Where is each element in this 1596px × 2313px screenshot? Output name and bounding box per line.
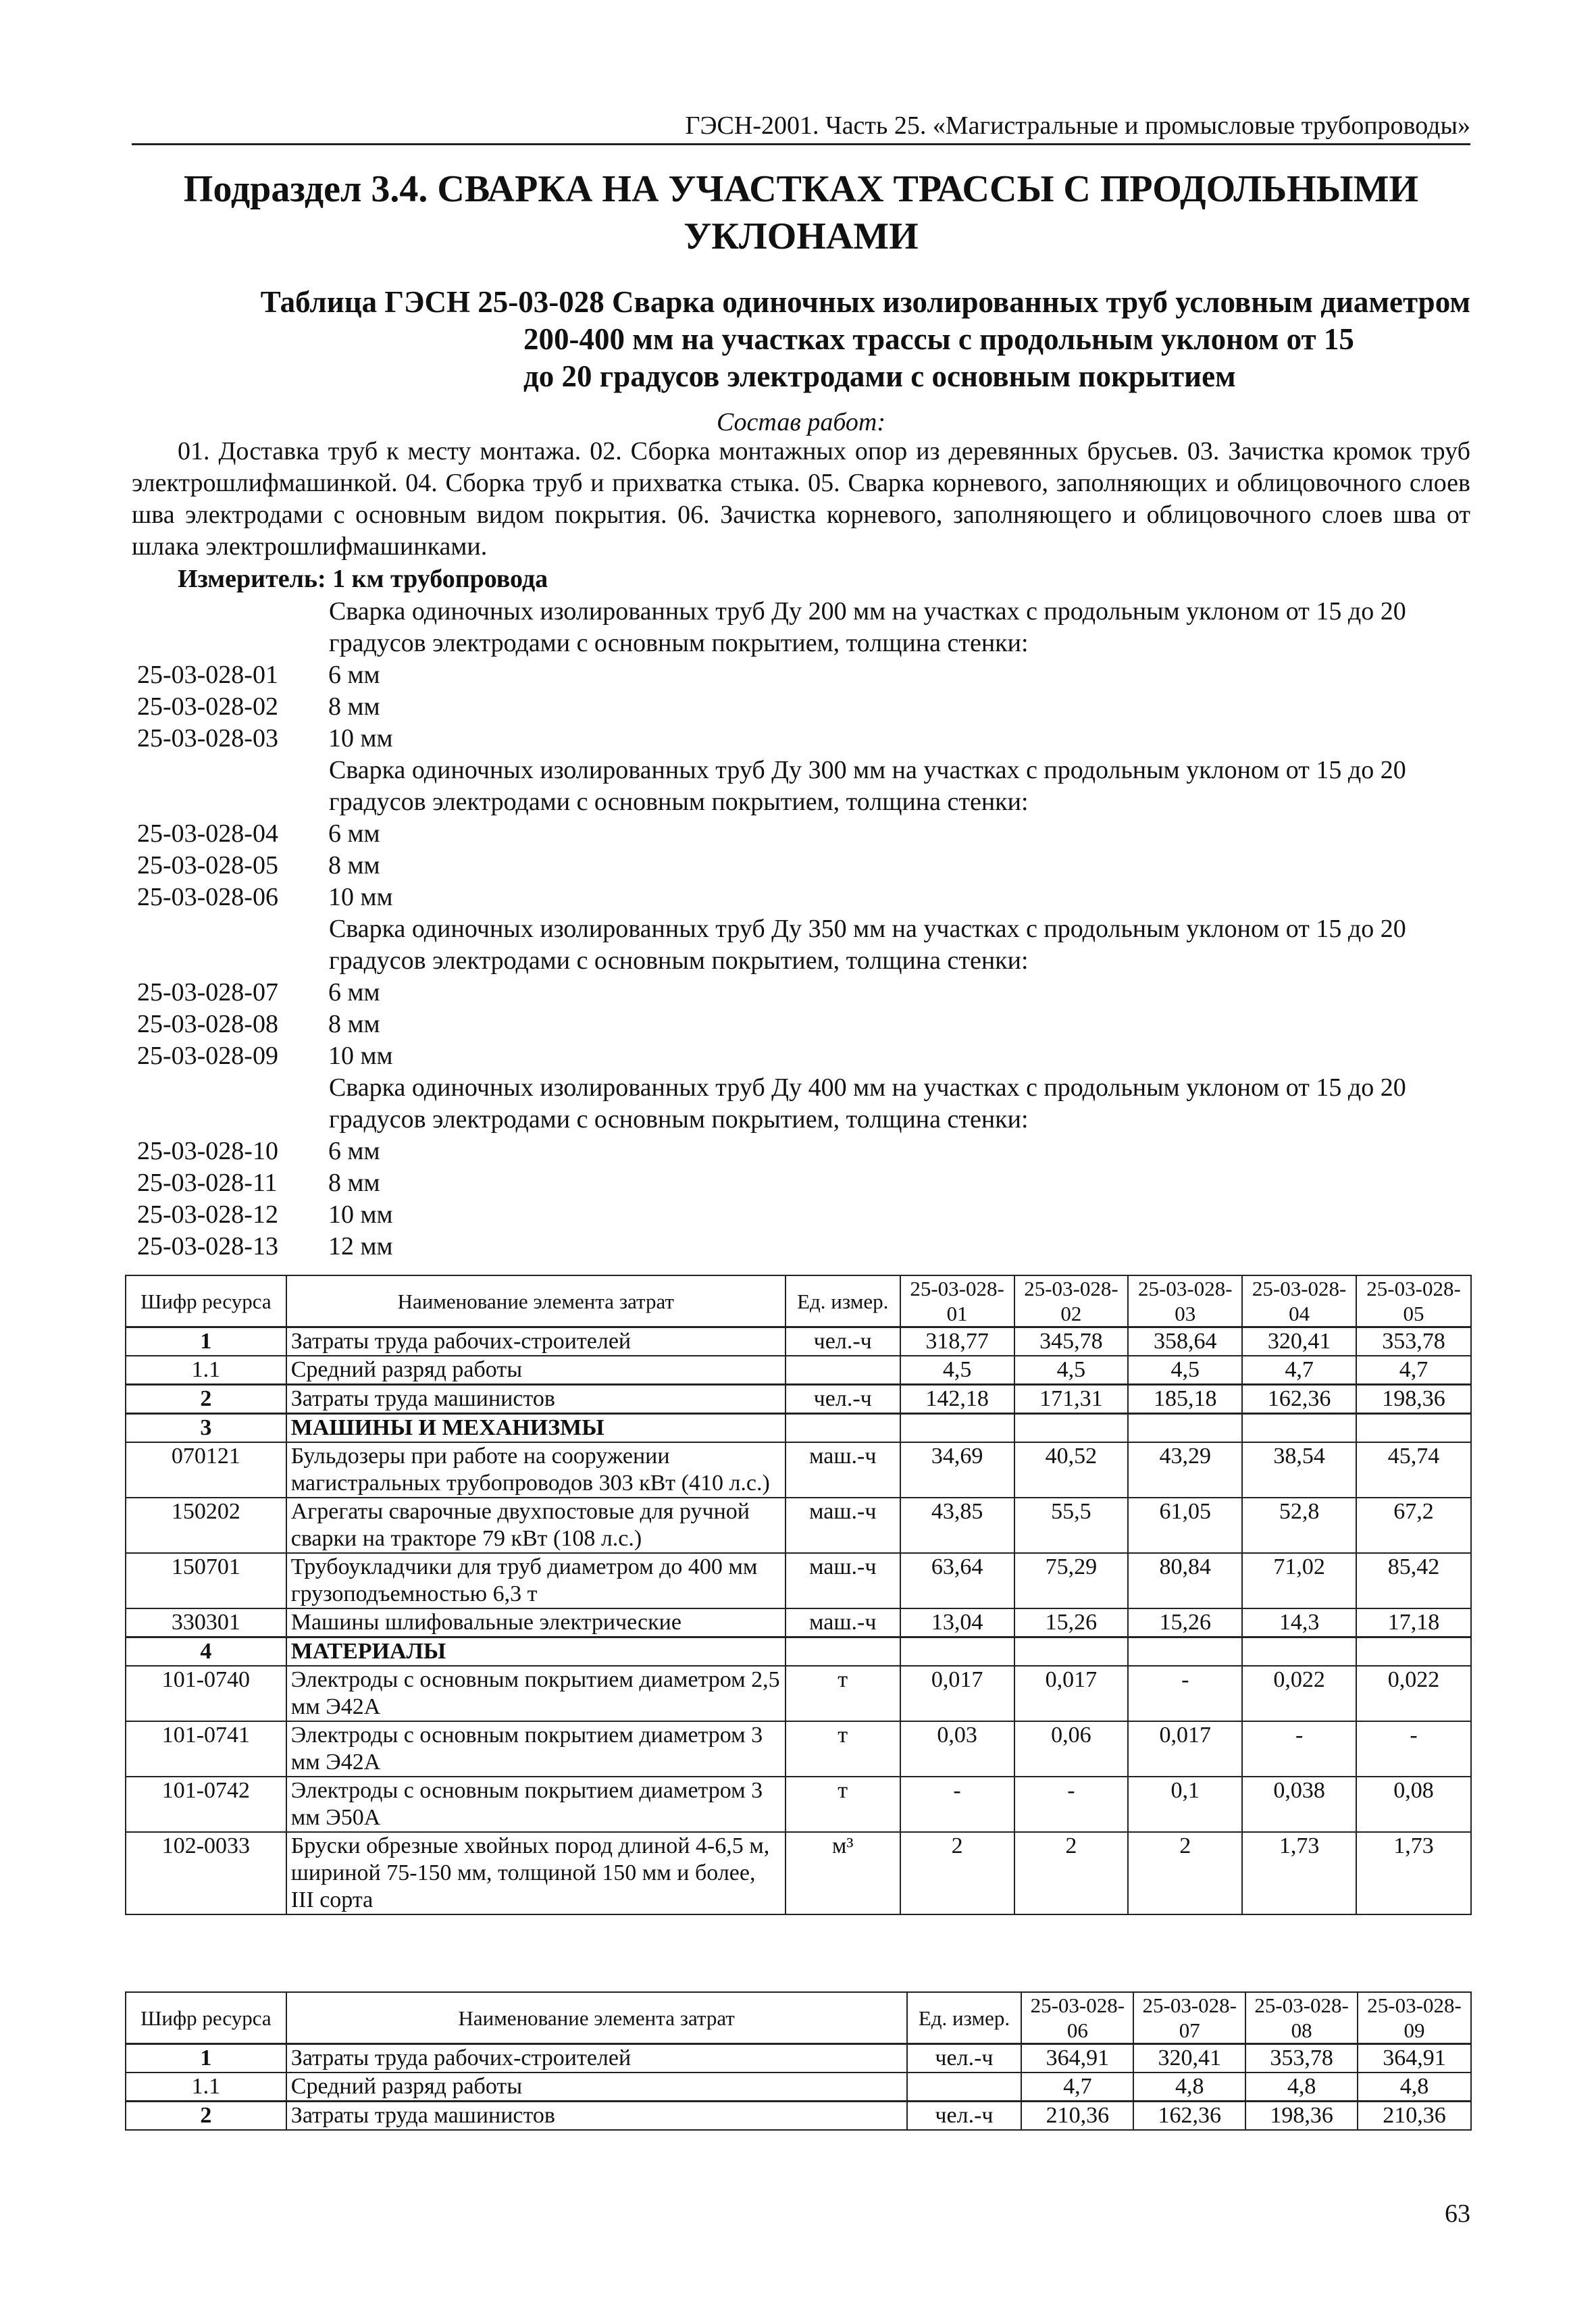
norm-value: 45,74 <box>1356 1442 1471 1498</box>
norm-code-row <box>137 882 393 913</box>
cost-element-name: Электроды с основным покрытием диаметром 3 мм Э42А <box>286 1721 786 1777</box>
norm-value: 0,017 <box>900 1666 1014 1721</box>
table-row <box>126 1721 1471 1777</box>
resource-code: 070121 <box>126 1442 286 1498</box>
unit <box>786 1356 900 1385</box>
norm-value: 67,2 <box>1356 1498 1471 1553</box>
unit <box>907 2073 1022 2102</box>
norm-value: 162,36 <box>1133 2102 1245 2131</box>
wall-thickness: 12 мм <box>328 1232 393 1261</box>
norm-value: 63,64 <box>900 1553 1014 1608</box>
norm-code: 25-03-028-02 <box>137 692 278 721</box>
unit: чел.-ч <box>786 1385 900 1414</box>
norm-value: 0,1 <box>1128 1777 1242 1832</box>
cost-element-name: Трубоукладчики для труб диаметром до 400 мм грузоподъемностью 6,3 т <box>286 1553 786 1608</box>
wall-thickness: 8 мм <box>328 1010 380 1038</box>
cost-element-name: Затраты труда рабочих-строителей <box>286 1327 786 1356</box>
cost-element-name: Средний разряд работы <box>286 2073 907 2102</box>
norm-value: 85,42 <box>1356 1553 1471 1608</box>
resource-code: 1 <box>126 1327 286 1356</box>
norm-code: 25-03-028-01 <box>137 661 278 689</box>
norm-value: 43,85 <box>900 1498 1014 1553</box>
header-norm-code: 25-03-028-01 <box>900 1275 1014 1327</box>
table-row <box>126 2073 1471 2102</box>
norm-value: 198,36 <box>1245 2102 1358 2131</box>
norm-value: 353,78 <box>1245 2044 1358 2073</box>
norm-value: 142,18 <box>900 1385 1014 1414</box>
resource-code: 101-0742 <box>126 1777 286 1832</box>
cost-element-name: Затраты труда рабочих-строителей <box>286 2044 907 2073</box>
header-norm-code: 25-03-028-07 <box>1133 1992 1245 2044</box>
header-norm-code: 25-03-028-06 <box>1021 1992 1133 2044</box>
norm-code-row <box>137 977 380 1009</box>
header-cost-element: Наименование элемента затрат <box>286 1275 786 1327</box>
norm-code: 25-03-028-06 <box>137 883 278 911</box>
norm-value <box>1128 1637 1242 1667</box>
norm-value: 318,77 <box>900 1327 1014 1356</box>
norm-value: 15,26 <box>1014 1608 1129 1637</box>
norm-code: 25-03-028-08 <box>137 1010 278 1038</box>
norm-value: 364,91 <box>1358 2044 1471 2073</box>
norm-code: 25-03-028-12 <box>137 1200 278 1229</box>
resource-code: 1 <box>126 2044 286 2073</box>
norm-code: 25-03-028-05 <box>137 851 278 880</box>
header-unit: Ед. измер. <box>786 1275 900 1327</box>
resource-code: 2 <box>126 2102 286 2131</box>
norm-value <box>900 1414 1014 1443</box>
cost-element-name: Агрегаты сварочные двухпостовые для ручной сварки на тракторе 79 кВт (108 л.с.) <box>286 1498 786 1553</box>
norm-value: 4,5 <box>900 1356 1014 1385</box>
norm-value: 353,78 <box>1356 1327 1471 1356</box>
norm-value: 198,36 <box>1356 1385 1471 1414</box>
unit: чел.-ч <box>907 2044 1022 2073</box>
resource-code: 101-0740 <box>126 1666 286 1721</box>
cost-element-name: Бульдозеры при работе на сооружении магистральных трубопроводов 303 кВт (410 л.с.) <box>286 1442 786 1498</box>
cost-element-name: Затраты труда машинистов <box>286 2102 907 2131</box>
header-norm-code: 25-03-028-02 <box>1014 1275 1129 1327</box>
wall-thickness: 10 мм <box>328 1200 393 1229</box>
group-intro: Сварка одиночных изолированных труб Ду 200 мм на участках с продольным уклоном от 15 до 20 градусов электродами с основным покрытием, толщина стенки: <box>329 597 1406 657</box>
norm-code-row <box>137 1136 380 1167</box>
norm-code-row <box>137 1199 393 1231</box>
unit <box>786 1414 900 1443</box>
header-resource-code: Шифр ресурса <box>126 1275 286 1327</box>
norm-value: 0,017 <box>1128 1721 1242 1777</box>
cost-element-name: Затраты труда машинистов <box>286 1385 786 1414</box>
resource-code: 330301 <box>126 1608 286 1637</box>
table-row <box>126 1356 1471 1385</box>
group-intro: Сварка одиночных изолированных труб Ду 400 мм на участках с продольным уклоном от 15 до 20 градусов электродами с основным покрытием, толщина стенки: <box>329 1073 1406 1134</box>
unit: маш.-ч <box>786 1442 900 1498</box>
header-norm-code: 25-03-028-04 <box>1242 1275 1356 1327</box>
table-row <box>126 2102 1471 2131</box>
resource-code: 1.1 <box>126 2073 286 2102</box>
wall-thickness: 8 мм <box>328 692 380 721</box>
norm-value: 320,41 <box>1242 1327 1356 1356</box>
cost-element-name: Электроды с основным покрытием диаметром 2,5 мм Э42А <box>286 1666 786 1721</box>
norm-value: 171,31 <box>1014 1385 1129 1414</box>
wall-thickness: 6 мм <box>328 978 380 1007</box>
wall-thickness: 10 мм <box>328 883 393 911</box>
norm-value: 185,18 <box>1128 1385 1242 1414</box>
norm-value: 2 <box>1014 1832 1129 1914</box>
norm-value: 345,78 <box>1014 1327 1129 1356</box>
group-intro: Сварка одиночных изолированных труб Ду 300 мм на участках с продольным уклоном от 15 до 20 градусов электродами с основным покрытием, толщина стенки: <box>329 756 1406 816</box>
table-row <box>126 2044 1471 2073</box>
norm-value: 4,7 <box>1021 2073 1133 2102</box>
norm-code: 25-03-028-04 <box>137 819 278 848</box>
unit: т <box>786 1777 900 1832</box>
wall-thickness: 10 мм <box>328 724 393 753</box>
wall-thickness: 8 мм <box>328 851 380 880</box>
norm-code: 25-03-028-09 <box>137 1042 278 1070</box>
norm-value: - <box>900 1777 1014 1832</box>
cost-element-name: Средний разряд работы <box>286 1356 786 1385</box>
norm-value: 13,04 <box>900 1608 1014 1637</box>
norm-value: 34,69 <box>900 1442 1014 1498</box>
norm-value: 0,022 <box>1242 1666 1356 1721</box>
table-row <box>126 1637 1471 1667</box>
norm-value <box>1242 1414 1356 1443</box>
norm-value <box>1242 1637 1356 1667</box>
table-caption-line2: 200-400 мм на участках трассы с продольным уклоном от 15 <box>523 322 1354 356</box>
norm-value: 4,8 <box>1133 2073 1245 2102</box>
norm-value <box>900 1637 1014 1667</box>
norm-value: 61,05 <box>1128 1498 1242 1553</box>
norm-value: 2 <box>1128 1832 1242 1914</box>
norm-value: - <box>1128 1666 1242 1721</box>
table-row <box>126 1442 1471 1498</box>
norm-code-row <box>137 1040 393 1072</box>
wall-thickness: 10 мм <box>328 1042 393 1070</box>
unit: маш.-ч <box>786 1498 900 1553</box>
page-number: 63 <box>1445 2200 1470 2228</box>
norm-value: 210,36 <box>1358 2102 1471 2131</box>
norm-value: 40,52 <box>1014 1442 1129 1498</box>
running-header: ГЭСН-2001. Часть 25. «Магистральные и промысловые трубопроводы» <box>132 108 1470 145</box>
norm-value <box>1014 1637 1129 1667</box>
resource-code: 1.1 <box>126 1356 286 1385</box>
norm-value: 15,26 <box>1128 1608 1242 1637</box>
resource-code: 101-0741 <box>126 1721 286 1777</box>
unit: т <box>786 1721 900 1777</box>
norm-value: 80,84 <box>1128 1553 1242 1608</box>
norm-value: 43,29 <box>1128 1442 1242 1498</box>
norm-code: 25-03-028-07 <box>137 978 278 1007</box>
cost-table-1 <box>125 1275 1472 1915</box>
measure-unit: Измеритель: 1 км трубопровода <box>178 565 548 593</box>
work-composition-heading: Состав работ: <box>716 408 886 436</box>
section-title-line2: УКЛОНАМИ <box>684 215 919 257</box>
resource-code: 3 <box>126 1414 286 1443</box>
norm-value: 4,8 <box>1245 2073 1358 2102</box>
unit <box>786 1637 900 1667</box>
norm-value: 4,7 <box>1242 1356 1356 1385</box>
norm-code-row <box>137 691 380 723</box>
norm-value <box>1356 1414 1471 1443</box>
table-row <box>126 1327 1471 1356</box>
norm-value <box>1014 1414 1129 1443</box>
norm-value: 55,5 <box>1014 1498 1129 1553</box>
norm-value: 4,5 <box>1128 1356 1242 1385</box>
norm-value: 71,02 <box>1242 1553 1356 1608</box>
header-norm-code: 25-03-028-03 <box>1128 1275 1242 1327</box>
wall-thickness: 6 мм <box>328 819 380 848</box>
table-row <box>126 1832 1471 1914</box>
norm-value: 0,022 <box>1356 1666 1471 1721</box>
norm-value: 52,8 <box>1242 1498 1356 1553</box>
unit: чел.-ч <box>907 2102 1022 2131</box>
norm-value: 2 <box>900 1832 1014 1914</box>
header-unit: Ед. измер. <box>907 1992 1022 2044</box>
norm-value: 14,3 <box>1242 1608 1356 1637</box>
norm-value: 17,18 <box>1356 1608 1471 1637</box>
norm-value <box>1128 1414 1242 1443</box>
table-header-row <box>126 1992 1471 2044</box>
norm-code-row <box>137 723 393 755</box>
norm-value: 0,06 <box>1014 1721 1129 1777</box>
cost-element-name: Бруски обрезные хвойных пород длиной 4-6,5 м, шириной 75-150 мм, толщиной 150 мм и более, III сорта <box>286 1832 786 1914</box>
table-row <box>126 1385 1471 1414</box>
table-caption-line1: Таблица ГЭСН 25-03-028 Сварка одиночных изолированных труб условным диаметром <box>260 285 1470 319</box>
cost-element-name: Электроды с основным покрытием диаметром 3 мм Э50А <box>286 1777 786 1832</box>
cost-element-name: МАТЕРИАЛЫ <box>286 1637 786 1667</box>
wall-thickness: 6 мм <box>328 661 380 689</box>
section-title-line1: Подраздел 3.4. СВАРКА НА УЧАСТКАХ ТРАССЫ С ПРОДОЛЬНЫМИ <box>183 168 1419 210</box>
group-intro: Сварка одиночных изолированных труб Ду 350 мм на участках с продольным уклоном от 15 до 20 градусов электродами с основным покрытием, толщина стенки: <box>329 915 1406 975</box>
norm-value: 320,41 <box>1133 2044 1245 2073</box>
header-resource-code: Шифр ресурса <box>126 1992 286 2044</box>
norm-value: 0,038 <box>1242 1777 1356 1832</box>
norm-code: 25-03-028-13 <box>137 1232 278 1261</box>
norm-value: 4,8 <box>1358 2073 1471 2102</box>
table-row <box>126 1666 1471 1721</box>
cost-element-name: МАШИНЫ И МЕХАНИЗМЫ <box>286 1414 786 1443</box>
norm-value: 364,91 <box>1021 2044 1133 2073</box>
table-row <box>126 1553 1471 1608</box>
norm-value: 38,54 <box>1242 1442 1356 1498</box>
resource-code: 2 <box>126 1385 286 1414</box>
norm-code: 25-03-028-10 <box>137 1137 278 1165</box>
table-row <box>126 1777 1471 1832</box>
norm-code-row <box>137 1231 393 1263</box>
table-row <box>126 1414 1471 1443</box>
norm-code-row <box>137 659 380 691</box>
table-caption <box>132 284 1470 395</box>
norm-code-row <box>137 850 380 882</box>
norm-value: - <box>1242 1721 1356 1777</box>
norm-value: 162,36 <box>1242 1385 1356 1414</box>
norm-code-row <box>137 1167 380 1199</box>
resource-code: 4 <box>126 1637 286 1667</box>
header-cost-element: Наименование элемента затрат <box>286 1992 907 2044</box>
unit: м³ <box>786 1832 900 1914</box>
table-header-row <box>126 1275 1471 1327</box>
norm-value: 0,03 <box>900 1721 1014 1777</box>
header-norm-code: 25-03-028-05 <box>1356 1275 1471 1327</box>
cost-element-name: Машины шлифовальные электрические <box>286 1608 786 1637</box>
norm-value: - <box>1014 1777 1129 1832</box>
unit: маш.-ч <box>786 1553 900 1608</box>
wall-thickness: 6 мм <box>328 1137 380 1165</box>
norm-value: 210,36 <box>1021 2102 1133 2131</box>
unit: чел.-ч <box>786 1327 900 1356</box>
norm-code-row <box>137 1009 380 1040</box>
resource-code: 150701 <box>126 1553 286 1608</box>
norm-value: 4,5 <box>1014 1356 1129 1385</box>
header-norm-code: 25-03-028-08 <box>1245 1992 1358 2044</box>
norm-code: 25-03-028-03 <box>137 724 278 753</box>
unit: т <box>786 1666 900 1721</box>
norm-value: 0,017 <box>1014 1666 1129 1721</box>
norm-value: - <box>1356 1721 1471 1777</box>
norm-value: 0,08 <box>1356 1777 1471 1832</box>
section-title <box>132 166 1470 260</box>
wall-thickness: 8 мм <box>328 1169 380 1197</box>
norm-code-row <box>137 818 380 850</box>
norm-value: 75,29 <box>1014 1553 1129 1608</box>
norm-value: 1,73 <box>1356 1832 1471 1914</box>
header-norm-code: 25-03-028-09 <box>1358 1992 1471 2044</box>
table-row <box>126 1608 1471 1637</box>
norm-code: 25-03-028-11 <box>137 1169 278 1197</box>
norm-value: 4,7 <box>1356 1356 1471 1385</box>
table-caption-line3: до 20 градусов электродами с основным покрытием <box>523 359 1236 393</box>
table-row <box>126 1498 1471 1553</box>
resource-code: 150202 <box>126 1498 286 1553</box>
cost-table-2 <box>125 1991 1472 2131</box>
norm-value: 358,64 <box>1128 1327 1242 1356</box>
work-composition-text: 01. Доставка труб к месту монтажа. 02. Сборка монтажных опор из деревянных брусьев. 03. Зачистка кромок труб электрошлифмашинкой. 04. Сборка труб и прихватка стыка. 05. Сварка корневого, заполняющих и облицовочного слоев шва электродами с основным видом покрытия. 06. Зачистка корневого, заполняющего и облицовочного слоев шва от шлака электрошлифмашинками. <box>132 437 1470 561</box>
norm-value: 1,73 <box>1242 1832 1356 1914</box>
unit: маш.-ч <box>786 1608 900 1637</box>
norm-value <box>1356 1637 1471 1667</box>
resource-code: 102-0033 <box>126 1832 286 1914</box>
